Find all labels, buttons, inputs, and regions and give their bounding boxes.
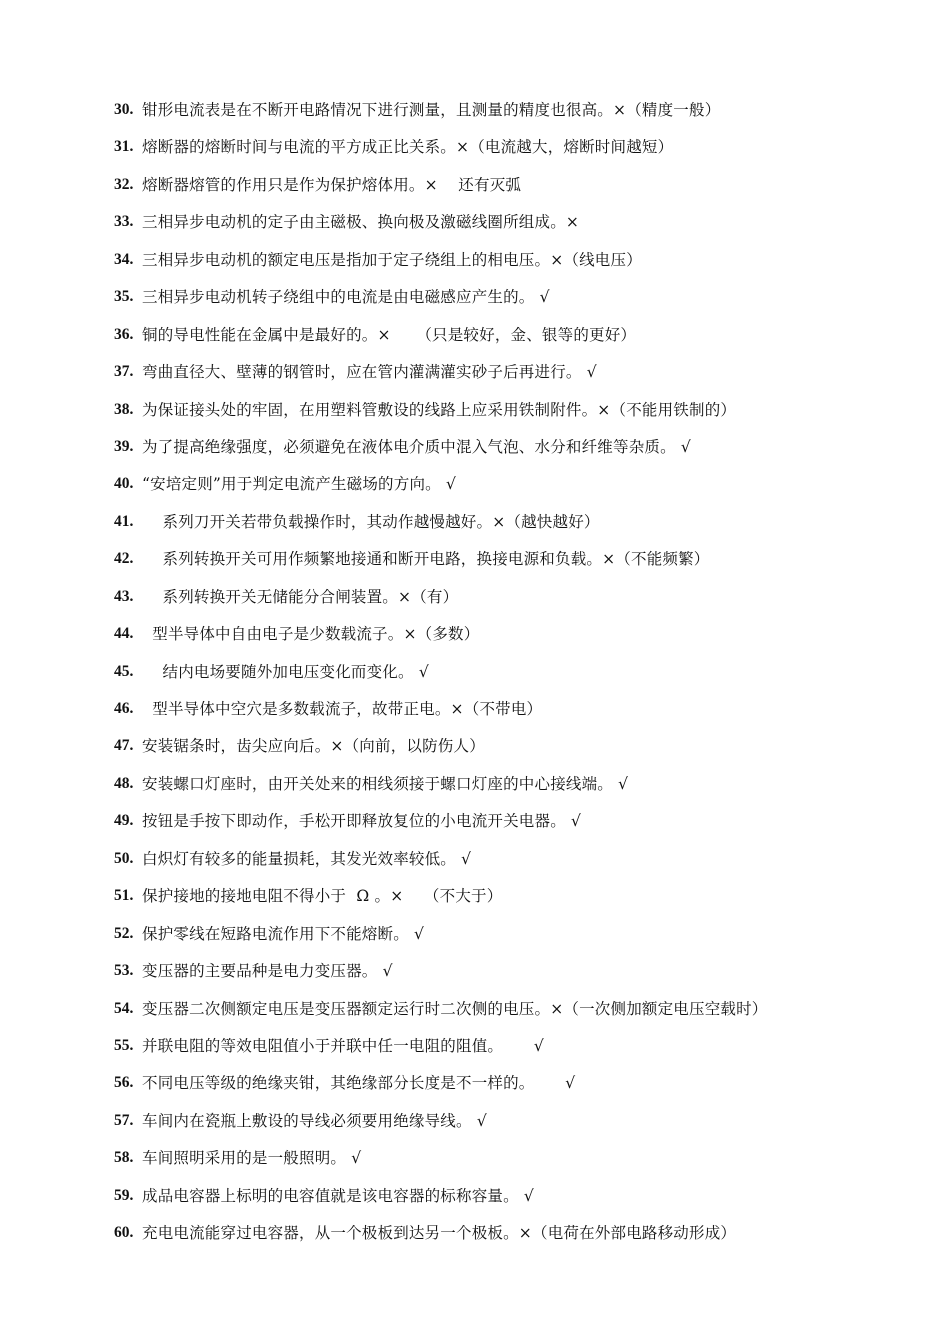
item-number: 44.: [114, 625, 134, 643]
list-item: [114, 696, 924, 733]
list-item: [114, 1183, 924, 1220]
item-text: 并联电阻的等效电阻值小于并联中任一电阻的阻值。 √: [142, 1036, 544, 1055]
item-number: 49.: [114, 812, 134, 830]
list-item: [114, 247, 924, 284]
item-text: 车间照明采用的是一般照明。 √: [142, 1149, 362, 1168]
item-number: 58.: [114, 1149, 134, 1167]
item-text: 变压器的主要品种是电力变压器。 √: [142, 962, 393, 981]
item-text: 保护零线在短路电流作用下不能熔断。 √: [142, 924, 425, 943]
item-number: 38.: [114, 400, 134, 418]
item-text: 型半导体中自由电子是少数载流子。×（多数）: [142, 625, 480, 644]
item-text: 按钮是手按下即动作，手松开即释放复位的小电流开关电器。 √: [142, 812, 582, 831]
item-text: 系列刀开关若带负载操作时，其动作越慢越好。×（越快越好）: [142, 512, 600, 531]
item-text: 结内电场要随外加电压变化而变化。 √: [142, 662, 429, 681]
list-item: [114, 97, 924, 134]
item-text: 三相异步电动机的额定电压是指加于定子绕组上的相电压。×（线电压）: [142, 250, 642, 269]
item-text: 车间内在瓷瓶上敷设的导线必须要用绝缘导线。 √: [142, 1111, 487, 1130]
item-text: 保护接地的接地电阻不得小于 Ω 。× （不大于）: [142, 887, 503, 906]
list-item: [114, 846, 924, 883]
item-number: 50.: [114, 849, 134, 867]
list-item: [114, 509, 924, 546]
item-text: 安装螺口灯座时，由开关处来的相线须接于螺口灯座的中心接线端。 √: [142, 774, 629, 793]
list-item: [114, 1070, 924, 1107]
item-number: 42.: [114, 550, 134, 568]
list-item: [114, 733, 924, 770]
list-item: [114, 1033, 924, 1070]
item-number: 33.: [114, 213, 134, 231]
item-number: 36.: [114, 325, 134, 343]
item-text: 变压器二次侧额定电压是变压器额定运行时二次侧的电压。×（一次侧加额定电压空载时）: [142, 999, 768, 1018]
item-number: 43.: [114, 587, 134, 605]
item-number: 30.: [114, 101, 134, 118]
item-text: 弯曲直径大、壁薄的钢管时，应在管内灌满灌实砂子后再进行。 √: [142, 363, 597, 382]
list-item: [114, 209, 924, 246]
list-item: [114, 621, 924, 658]
item-number: 37.: [114, 363, 134, 381]
item-number: 31.: [114, 138, 134, 156]
item-text: 为保证接头处的牢固，在用塑料管敷设的线路上应采用铁制附件。×（不能用铁制的）: [142, 400, 737, 419]
list-item: [114, 771, 924, 808]
item-number: 34.: [114, 250, 134, 268]
item-number: 39.: [114, 437, 134, 455]
item-text: “安培定则”用于判定电流产生磁场的方向。 √: [142, 475, 457, 494]
item-number: 35.: [114, 288, 134, 306]
item-number: 48.: [114, 774, 134, 792]
item-text: 系列转换开关可用作频繁地接通和断开电路，换接电源和负载。×（不能频繁）: [142, 550, 710, 569]
list-item: [114, 996, 924, 1033]
item-number: 54.: [114, 999, 134, 1017]
item-text: 三相异步电动机转子绕组中的电流是由电磁感应产生的。 √: [142, 288, 550, 307]
list-item: [114, 584, 924, 621]
list-item: [114, 1108, 924, 1145]
list-item: [114, 546, 924, 583]
item-text: 白炽灯有较多的能量损耗，其发光效率较低。 √: [142, 849, 472, 868]
item-text: 铜的导电性能在金属中是最好的。× （只是较好，金、银等的更好）: [142, 325, 637, 344]
list-item: [114, 172, 924, 209]
item-number: 41.: [114, 512, 134, 530]
list-item: [114, 883, 924, 920]
item-text: 不同电压等级的绝缘夹钳，其绝缘部分长度是不一样的。 √: [142, 1074, 576, 1093]
item-number: 46.: [114, 700, 134, 717]
item-number: 60.: [114, 1224, 134, 1242]
item-number: 51.: [114, 887, 134, 905]
item-text: 充电电流能穿过电容器，从一个极板到达另一个极板。×（电荷在外部电路移动形成）: [142, 1224, 737, 1243]
item-number: 57.: [114, 1111, 134, 1129]
question-list: [114, 97, 924, 1258]
list-item: [114, 359, 924, 396]
item-number: 47.: [114, 737, 134, 755]
item-text: 型半导体中空穴是多数载流子，故带正电。×（不带电）: [142, 700, 543, 718]
item-number: 52.: [114, 924, 134, 942]
list-item: [114, 434, 924, 471]
item-text: 熔断器的熔断时间与电流的平方成正比关系。×（电流越大，熔断时间越短）: [142, 138, 674, 157]
list-item: [114, 397, 924, 434]
item-text: 安装锯条时，齿尖应向后。×（向前，以防伤人）: [142, 737, 485, 756]
item-text: 成品电容器上标明的电容值就是该电容器的标称容量。 √: [142, 1186, 535, 1205]
list-item: [114, 808, 924, 845]
list-item: [114, 134, 924, 171]
list-item: [114, 471, 924, 508]
item-text: 三相异步电动机的定子由主磁极、换向极及激磁线圈所组成。×: [142, 213, 580, 232]
item-text: 系列转换开关无储能分合闸装置。×（有）: [142, 587, 459, 606]
item-number: 56.: [114, 1074, 134, 1092]
item-text: 熔断器熔管的作用只是作为保护熔体用。× 还有灭弧: [142, 175, 522, 194]
item-text: 钳形电流表是在不断开电路情况下进行测量，且测量的精度也很高。×（精度一般）: [142, 101, 721, 119]
list-item: [114, 322, 924, 359]
list-item: [114, 921, 924, 958]
item-number: 32.: [114, 175, 134, 193]
list-item: [114, 284, 924, 321]
item-text: 为了提高绝缘强度，必须避免在液体电介质中混入气泡、水分和纤维等杂质。 √: [142, 437, 692, 456]
item-number: 59.: [114, 1186, 134, 1204]
item-number: 40.: [114, 475, 134, 493]
list-item: [114, 659, 924, 696]
list-item: [114, 1220, 924, 1257]
list-item: [114, 1145, 924, 1182]
list-item: [114, 958, 924, 995]
item-number: 55.: [114, 1036, 134, 1054]
item-number: 45.: [114, 662, 134, 680]
item-number: 53.: [114, 962, 134, 980]
